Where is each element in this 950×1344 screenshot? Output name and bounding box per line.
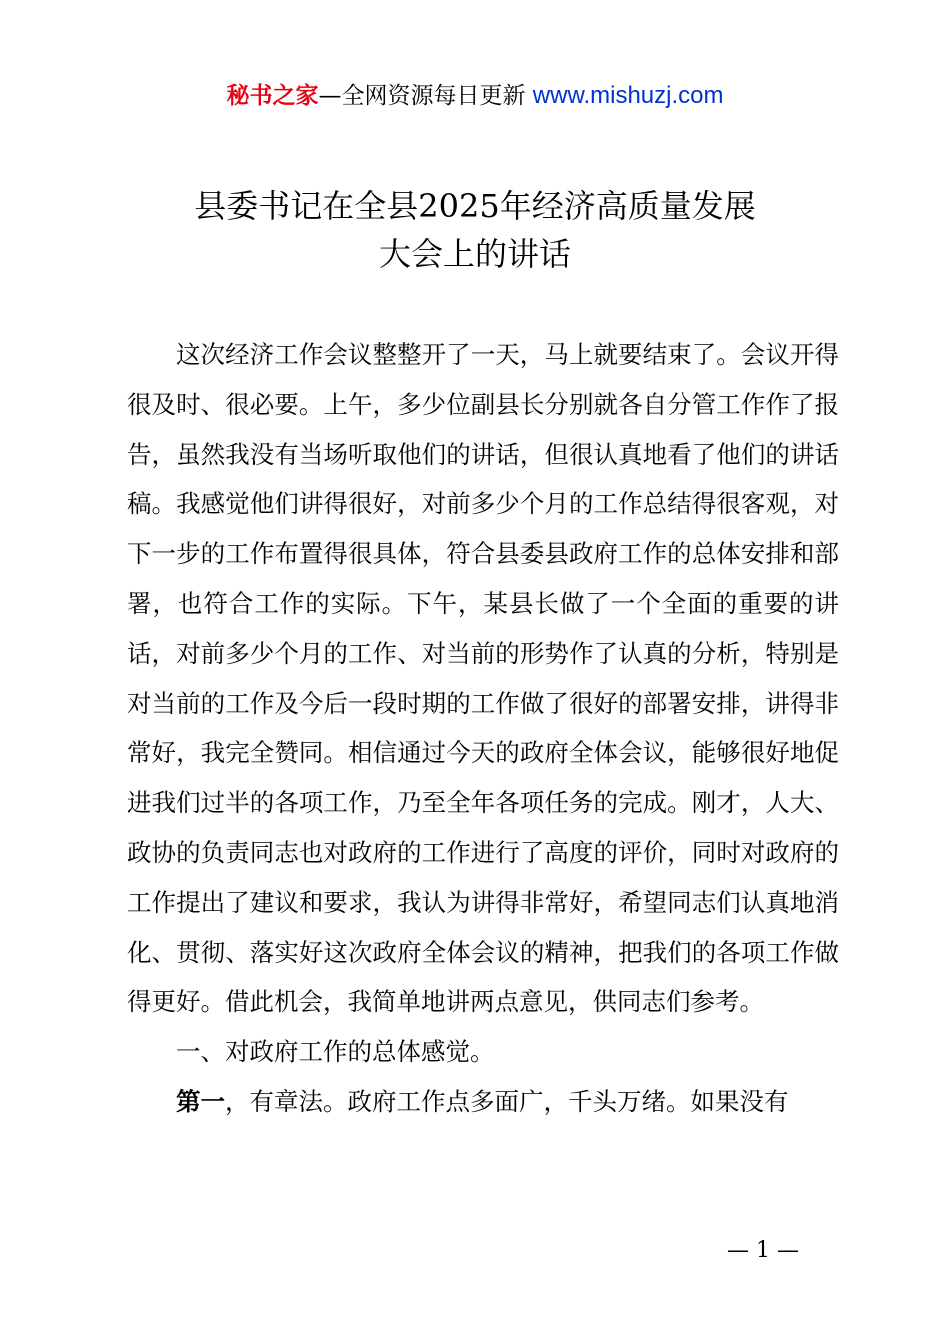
point-lead: 第一 <box>176 1086 225 1116</box>
document-title <box>0 182 950 278</box>
banner-slogan: —全网资源每日更新 <box>318 83 526 109</box>
site-url-link[interactable]: www.mishuzj.com <box>532 82 724 109</box>
document-body <box>127 330 839 1127</box>
title-line-1: 县委书记在全县2025年经济高质量发展 <box>194 187 756 225</box>
paragraph-first-point <box>127 1077 839 1127</box>
brand-name: 秘书之家 <box>226 83 319 109</box>
paragraph-opening: 这次经济工作会议整整开了一天，马上就要结束了。会议开得很及时、很必要。上午，多少位副县长分别就各自分管工作作了报告，虽然我没有当场听取他们的讲话，但很认真地看了他们的讲话稿。我感觉他们讲得很好，对前多少个月的工作总结得很客观，对下一步的工作布置得很具体，符合县委县政府工作的总体安排和部署，也符合工作的实际。下午，某县长做了一个全面的重要的讲话，对前多少个月的工作、对当前的形势作了认真的分析，特别是对当前的工作及今后一段时期的工作做了很好的部署安排，讲得非常好，我完全赞同。相信通过今天的政府全体会议，能够很好地促进我们过半的各项工作，乃至全年各项任务的完成。刚才，人大、政协的负责同志也对政府的工作进行了高度的评价，同时对政府的工作提出了建议和要求，我认为讲得非常好，希望同志们认真地消化、贯彻、落实好这次政府全体会议的精神，把我们的各项工作做得更好。借此机会，我简单地讲两点意见，供同志们参考。 <box>127 340 839 1017</box>
title-line-2: 大会上的讲话 <box>378 235 571 273</box>
page-number: — 1 — <box>727 1238 799 1263</box>
section-heading: 一、对政府工作的总体感觉。 <box>176 1037 495 1067</box>
site-banner <box>0 80 950 112</box>
point-text: ，有章法。政府工作点多面广，千头万绪。如果没有 <box>225 1086 789 1116</box>
